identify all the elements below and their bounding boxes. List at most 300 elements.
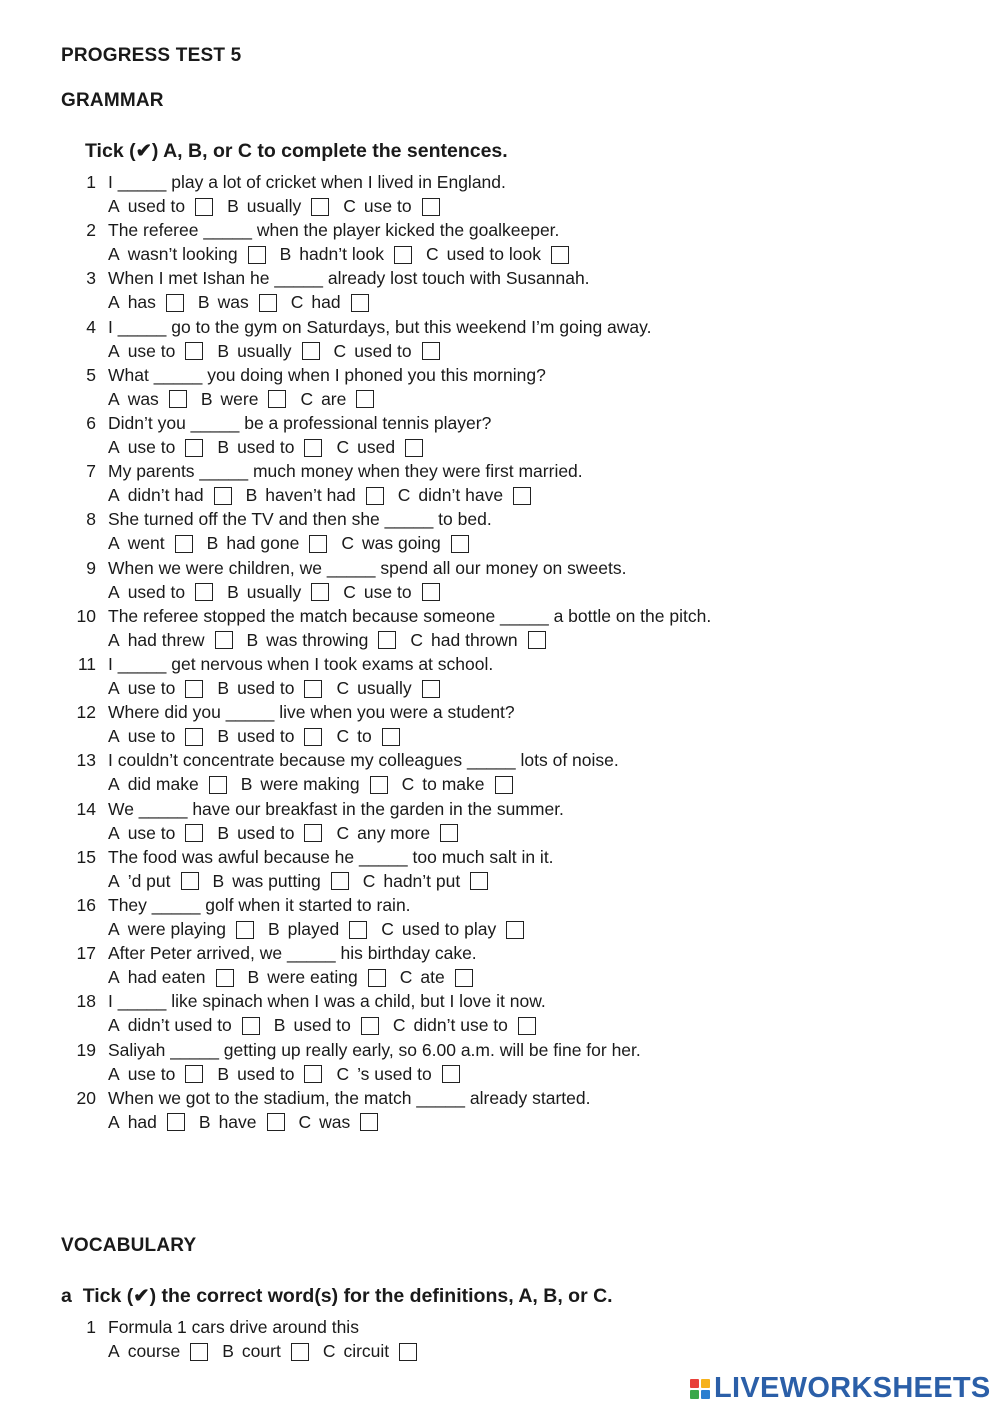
tick-checkbox[interactable]	[259, 294, 277, 312]
option-b	[213, 871, 349, 892]
option-a	[108, 967, 234, 988]
tick-checkbox[interactable]	[236, 921, 254, 939]
tick-checkbox[interactable]	[304, 439, 322, 457]
option-letter: B	[217, 1063, 230, 1084]
question-text: I _____ play a lot of cricket when I lived in England.	[108, 172, 506, 192]
option-text: were making	[260, 774, 360, 795]
option-letter: A	[108, 1063, 120, 1084]
question-item	[0, 413, 999, 461]
answer-options	[108, 389, 388, 410]
option-letter: A	[108, 919, 120, 939]
option-letter: A	[108, 822, 120, 843]
vocabulary-instruction	[61, 1284, 613, 1308]
tick-checkbox[interactable]	[185, 680, 203, 698]
option-letter: B	[247, 967, 260, 988]
answer-options	[108, 485, 545, 506]
answer-options	[108, 919, 538, 940]
option-letter: B	[227, 196, 239, 216]
question-number: 6	[86, 413, 96, 433]
option-text: use to	[127, 340, 176, 361]
option-letter: B	[217, 340, 230, 361]
option-b	[222, 1341, 309, 1362]
option-text: had	[311, 292, 341, 313]
option-letter: B	[279, 244, 292, 265]
tick-checkbox[interactable]	[506, 921, 524, 939]
question-number: 11	[77, 654, 96, 674]
option-letter: B	[245, 485, 258, 506]
option-letter: A	[108, 1015, 120, 1036]
tick-checkbox[interactable]	[302, 342, 320, 360]
tick-checkbox[interactable]	[382, 728, 400, 746]
option-c	[402, 774, 513, 795]
option-letter: A	[108, 678, 120, 698]
option-a	[108, 678, 203, 699]
option-letter: A	[108, 1341, 120, 1361]
option-a	[108, 341, 203, 362]
tick-checkbox[interactable]	[422, 198, 440, 216]
option-letter: A	[108, 485, 120, 506]
option-text: ’d put	[127, 870, 171, 891]
question-text: When we were children, we _____ spend all our money on sweets.	[108, 557, 627, 578]
tick-checkbox[interactable]	[351, 294, 369, 312]
question-text: We _____ have our breakfast in the garden in the summer.	[108, 798, 564, 819]
tick-checkbox[interactable]	[185, 1065, 203, 1083]
tick-checkbox[interactable]	[304, 728, 322, 746]
question-item	[0, 654, 999, 702]
question-item	[0, 172, 999, 220]
option-letter: B	[246, 629, 259, 650]
tick-checkbox[interactable]	[242, 1017, 260, 1035]
option-text: used to	[237, 678, 295, 698]
question-item	[0, 461, 999, 509]
option-c	[400, 967, 473, 988]
question-text: The food was awful because he _____ too much salt in it.	[108, 846, 554, 867]
tick-checkbox[interactable]	[185, 439, 203, 457]
tick-checkbox[interactable]	[405, 439, 423, 457]
option-a	[108, 1064, 203, 1085]
answer-options	[108, 1341, 431, 1362]
question-text: What _____ you doing when I phoned you this morning?	[108, 364, 546, 385]
answer-options	[108, 341, 454, 362]
option-letter: B	[227, 581, 239, 602]
question-number: 9	[86, 557, 96, 578]
answer-options	[108, 437, 437, 458]
option-text: was throwing	[266, 629, 369, 650]
option-letter: C	[362, 870, 376, 891]
answer-options	[108, 244, 583, 265]
tick-checkbox[interactable]	[311, 198, 329, 216]
option-letter: C	[381, 919, 394, 939]
tick-checkbox[interactable]	[185, 342, 203, 360]
option-b	[274, 1015, 379, 1036]
option-letter: A	[108, 870, 120, 891]
option-c	[299, 1112, 379, 1133]
tick-checkbox[interactable]	[291, 1343, 309, 1361]
option-c	[426, 244, 569, 265]
tick-checkbox[interactable]	[185, 728, 203, 746]
option-b	[268, 919, 367, 940]
option-text: use to	[363, 581, 412, 602]
option-letter: B	[273, 1015, 286, 1036]
question-number: 3	[86, 268, 96, 289]
option-text: was	[217, 292, 249, 313]
question-text: My parents _____ much money when they were first married.	[108, 461, 583, 482]
option-letter: B	[222, 1341, 234, 1361]
tick-checkbox[interactable]	[209, 776, 227, 794]
option-b	[246, 485, 384, 506]
question-number: 14	[76, 798, 96, 819]
option-text: used to	[293, 1015, 351, 1036]
option-letter: C	[399, 967, 413, 988]
option-letter: A	[108, 196, 120, 216]
option-c	[393, 1015, 536, 1036]
tick-checkbox[interactable]	[442, 1065, 460, 1083]
option-b	[248, 967, 386, 988]
option-a	[108, 823, 203, 844]
question-text: She turned off the TV and then she _____ to bed.	[108, 509, 492, 530]
option-letter: C	[401, 774, 415, 795]
question-item	[0, 895, 999, 943]
option-text: didn’t used to	[127, 1015, 232, 1036]
tick-checkbox[interactable]	[309, 535, 327, 553]
tick-checkbox[interactable]	[181, 872, 199, 890]
answer-options	[108, 967, 487, 988]
option-letter: C	[341, 533, 354, 554]
option-b	[217, 341, 319, 362]
question-text: Formula 1 cars drive around this	[108, 1317, 359, 1337]
option-text: went	[127, 533, 165, 554]
option-text: didn’t use to	[413, 1015, 508, 1036]
option-a	[108, 533, 193, 554]
question-item	[0, 317, 999, 365]
option-a	[108, 485, 232, 506]
tick-checkbox[interactable]	[470, 872, 488, 890]
option-text: to	[357, 726, 372, 747]
tick-checkbox[interactable]	[268, 390, 286, 408]
question-number: 1	[86, 1317, 96, 1337]
question-item	[0, 509, 999, 557]
option-letter: C	[290, 292, 304, 313]
option-text: used to	[354, 340, 412, 361]
question-item	[0, 799, 999, 847]
option-text: had thrown	[431, 629, 518, 650]
option-text: used to	[237, 726, 295, 747]
tick-checkbox[interactable]	[356, 390, 374, 408]
option-b	[199, 1112, 285, 1133]
answer-options	[108, 726, 414, 747]
tick-checkbox[interactable]	[215, 631, 233, 649]
question-number: 15	[76, 846, 96, 867]
logo-mark-icon	[690, 1379, 710, 1399]
answer-options	[108, 1064, 474, 1085]
option-text: used to	[237, 1063, 295, 1084]
option-text: used to play	[401, 919, 497, 939]
answer-options	[108, 1015, 550, 1036]
option-letter: C	[392, 1015, 406, 1036]
option-letter: C	[336, 822, 350, 843]
question-item	[0, 1040, 999, 1088]
tick-checkbox[interactable]	[166, 294, 184, 312]
question-text: I couldn’t concentrate because my colleagues _____ lots of noise.	[108, 750, 619, 771]
question-text: I _____ like spinach when I was a child, but I love it now.	[108, 991, 546, 1012]
option-letter: B	[212, 870, 225, 891]
question-text: The referee _____ when the player kicked the goalkeeper.	[108, 220, 560, 241]
tick-checkbox[interactable]	[399, 1343, 417, 1361]
question-number: 10	[76, 605, 96, 626]
tick-checkbox[interactable]	[378, 631, 396, 649]
tick-checkbox[interactable]	[368, 969, 386, 987]
option-text: are	[321, 388, 347, 409]
question-text: Didn’t you _____ be a professional tennis player?	[108, 413, 492, 433]
option-text: have	[218, 1111, 257, 1132]
option-text: to make	[422, 774, 485, 795]
question-item	[0, 220, 999, 268]
option-b	[198, 292, 277, 313]
question-number: 2	[86, 220, 96, 241]
option-b	[207, 533, 328, 554]
option-letter: C	[343, 581, 356, 602]
logo-text: LIVEWORKSHEETS	[714, 1372, 991, 1404]
option-text: was	[319, 1111, 351, 1132]
grammar-heading: GRAMMAR	[61, 90, 164, 111]
tick-checkbox[interactable]	[195, 583, 213, 601]
option-c	[410, 630, 545, 651]
tick-checkbox[interactable]	[360, 1113, 378, 1131]
tick-checkbox[interactable]	[422, 342, 440, 360]
option-text: court	[241, 1341, 281, 1361]
tick-checkbox[interactable]	[214, 487, 232, 505]
question-item	[0, 1317, 999, 1365]
tick-checkbox[interactable]	[495, 776, 513, 794]
liveworksheets-logo	[690, 1372, 991, 1405]
tick-checkbox[interactable]	[394, 246, 412, 264]
option-letter: A	[108, 967, 120, 988]
option-letter: B	[217, 678, 230, 698]
tick-checkbox[interactable]	[361, 1017, 379, 1035]
question-text: When we got to the stadium, the match _____ already started.	[108, 1087, 591, 1108]
option-text: didn’t have	[418, 485, 504, 506]
tick-checkbox[interactable]	[267, 1113, 285, 1131]
option-b	[217, 437, 322, 458]
option-letter: A	[108, 581, 120, 602]
tick-checkbox[interactable]	[349, 921, 367, 939]
tick-checkbox[interactable]	[304, 824, 322, 842]
option-text: haven’t had	[265, 485, 356, 506]
tick-checkbox[interactable]	[518, 1017, 536, 1035]
option-text: had gone	[226, 533, 300, 554]
option-letter: C	[336, 678, 350, 698]
question-item	[0, 943, 999, 991]
tick-checkbox[interactable]	[528, 631, 546, 649]
option-text: usually	[246, 581, 302, 602]
option-letter: C	[336, 437, 350, 457]
question-item	[0, 991, 999, 1039]
option-a	[108, 1015, 260, 1036]
option-letter: C	[343, 196, 356, 216]
answer-options	[108, 292, 383, 313]
tick-checkbox[interactable]	[175, 535, 193, 553]
option-letter: A	[108, 388, 120, 409]
tick-checkbox[interactable]	[331, 872, 349, 890]
option-text: usually	[246, 196, 302, 216]
question-number: 18	[76, 991, 96, 1012]
option-text: were playing	[127, 919, 226, 939]
option-a	[108, 774, 227, 795]
option-text: use to	[127, 437, 176, 457]
question-item	[0, 702, 999, 750]
option-text: usually	[357, 678, 412, 698]
grammar-instruction: Tick (✔) A, B, or C to complete the sentences.	[85, 140, 508, 162]
option-letter: C	[336, 726, 350, 747]
option-text: wasn’t looking	[127, 244, 238, 265]
answer-options	[108, 533, 483, 554]
option-letter: C	[298, 1111, 312, 1132]
option-a	[108, 1112, 185, 1133]
option-text: use to	[127, 678, 176, 698]
option-b	[217, 1064, 322, 1085]
option-c	[336, 726, 399, 747]
option-text: ate	[420, 967, 445, 988]
tick-checkbox[interactable]	[451, 535, 469, 553]
option-c	[291, 292, 369, 313]
option-letter: C	[410, 629, 424, 650]
question-number: 19	[76, 1039, 96, 1060]
option-c	[336, 678, 439, 699]
option-text: used to	[127, 581, 186, 602]
vocabulary-instruction-letter: a	[61, 1285, 72, 1307]
option-a	[108, 244, 266, 265]
question-item	[0, 1088, 999, 1136]
tick-checkbox[interactable]	[366, 487, 384, 505]
tick-checkbox[interactable]	[185, 824, 203, 842]
option-letter: A	[108, 774, 120, 795]
tick-checkbox[interactable]	[248, 246, 266, 264]
option-c	[336, 437, 423, 458]
tick-checkbox[interactable]	[311, 583, 329, 601]
tick-checkbox[interactable]	[195, 198, 213, 216]
option-letter: B	[217, 822, 230, 843]
option-letter: C	[336, 1063, 350, 1084]
option-letter: B	[198, 1111, 211, 1132]
question-text: After Peter arrived, we _____ his birthday cake.	[108, 943, 477, 964]
tick-checkbox[interactable]	[513, 487, 531, 505]
question-text: I _____ go to the gym on Saturdays, but this weekend I’m going away.	[108, 316, 652, 337]
option-letter: A	[108, 340, 120, 361]
vocabulary-instruction-text: Tick (✔) the correct word(s) for the definitions, A, B, or C.	[82, 1285, 613, 1307]
option-c	[336, 1064, 459, 1085]
option-a	[108, 871, 199, 892]
question-text: When I met Ishan he _____ already lost touch with Susannah.	[108, 268, 590, 289]
tick-checkbox[interactable]	[304, 680, 322, 698]
option-text: course	[127, 1341, 181, 1361]
option-a	[108, 292, 184, 313]
option-c	[363, 871, 489, 892]
tick-checkbox[interactable]	[370, 776, 388, 794]
question-number: 7	[86, 461, 96, 482]
option-b	[217, 726, 322, 747]
question-item	[0, 365, 999, 413]
option-text: did make	[127, 774, 199, 795]
question-number: 5	[86, 364, 96, 385]
option-text: played	[287, 919, 340, 939]
option-letter: A	[108, 292, 120, 313]
option-letter: B	[200, 388, 213, 409]
question-item	[0, 558, 999, 606]
option-letter: A	[108, 437, 120, 457]
vocabulary-heading: VOCABULARY	[61, 1235, 197, 1256]
tick-checkbox[interactable]	[169, 390, 187, 408]
option-c	[334, 341, 440, 362]
option-c	[381, 919, 524, 940]
question-number: 13	[76, 750, 96, 771]
option-letter: A	[108, 629, 120, 650]
option-text: circuit	[343, 1341, 390, 1361]
question-number: 4	[86, 316, 96, 337]
option-text: use to	[127, 726, 176, 747]
question-text: They _____ golf when it started to rain.	[108, 895, 411, 915]
option-c	[343, 196, 439, 217]
option-text: used to	[237, 822, 295, 843]
option-text: had eaten	[127, 967, 206, 988]
option-text: had	[127, 1111, 157, 1132]
option-b	[247, 630, 397, 651]
option-a	[108, 1341, 208, 1362]
tick-checkbox[interactable]	[455, 969, 473, 987]
option-text: were eating	[267, 967, 358, 988]
answer-options	[108, 1112, 392, 1133]
option-c	[336, 823, 458, 844]
question-item	[0, 750, 999, 798]
option-b	[227, 196, 329, 217]
option-b	[217, 678, 322, 699]
option-b	[241, 774, 388, 795]
option-letter: C	[322, 1341, 336, 1361]
tick-checkbox[interactable]	[422, 583, 440, 601]
option-text: used to	[237, 437, 295, 457]
question-text: Saliyah _____ getting up really early, so 6.00 a.m. will be fine for her.	[108, 1039, 641, 1060]
option-letter: B	[217, 437, 230, 457]
question-item	[0, 847, 999, 895]
tick-checkbox[interactable]	[167, 1113, 185, 1131]
question-text: Where did you _____ live when you were a student?	[108, 702, 515, 723]
option-text: use to	[127, 822, 176, 843]
question-item	[0, 268, 999, 316]
question-number: 12	[76, 702, 96, 723]
option-text: was	[127, 388, 159, 409]
tick-checkbox[interactable]	[190, 1343, 208, 1361]
tick-checkbox[interactable]	[551, 246, 569, 264]
tick-checkbox[interactable]	[304, 1065, 322, 1083]
option-text: usually	[237, 340, 292, 361]
option-text: has	[127, 292, 156, 313]
option-a	[108, 196, 213, 217]
answer-options	[108, 774, 527, 795]
answer-options	[108, 582, 454, 603]
option-b	[280, 244, 412, 265]
question-text: I _____ get nervous when I took exams at school.	[108, 654, 494, 674]
option-letter: A	[108, 244, 120, 265]
option-b	[227, 582, 329, 603]
option-letter: B	[206, 533, 219, 554]
tick-checkbox[interactable]	[216, 969, 234, 987]
option-text: had threw	[127, 629, 205, 650]
answer-options	[108, 196, 454, 217]
tick-checkbox[interactable]	[422, 680, 440, 698]
tick-checkbox[interactable]	[440, 824, 458, 842]
option-a	[108, 630, 233, 651]
option-a	[108, 437, 203, 458]
question-number: 17	[76, 943, 96, 964]
